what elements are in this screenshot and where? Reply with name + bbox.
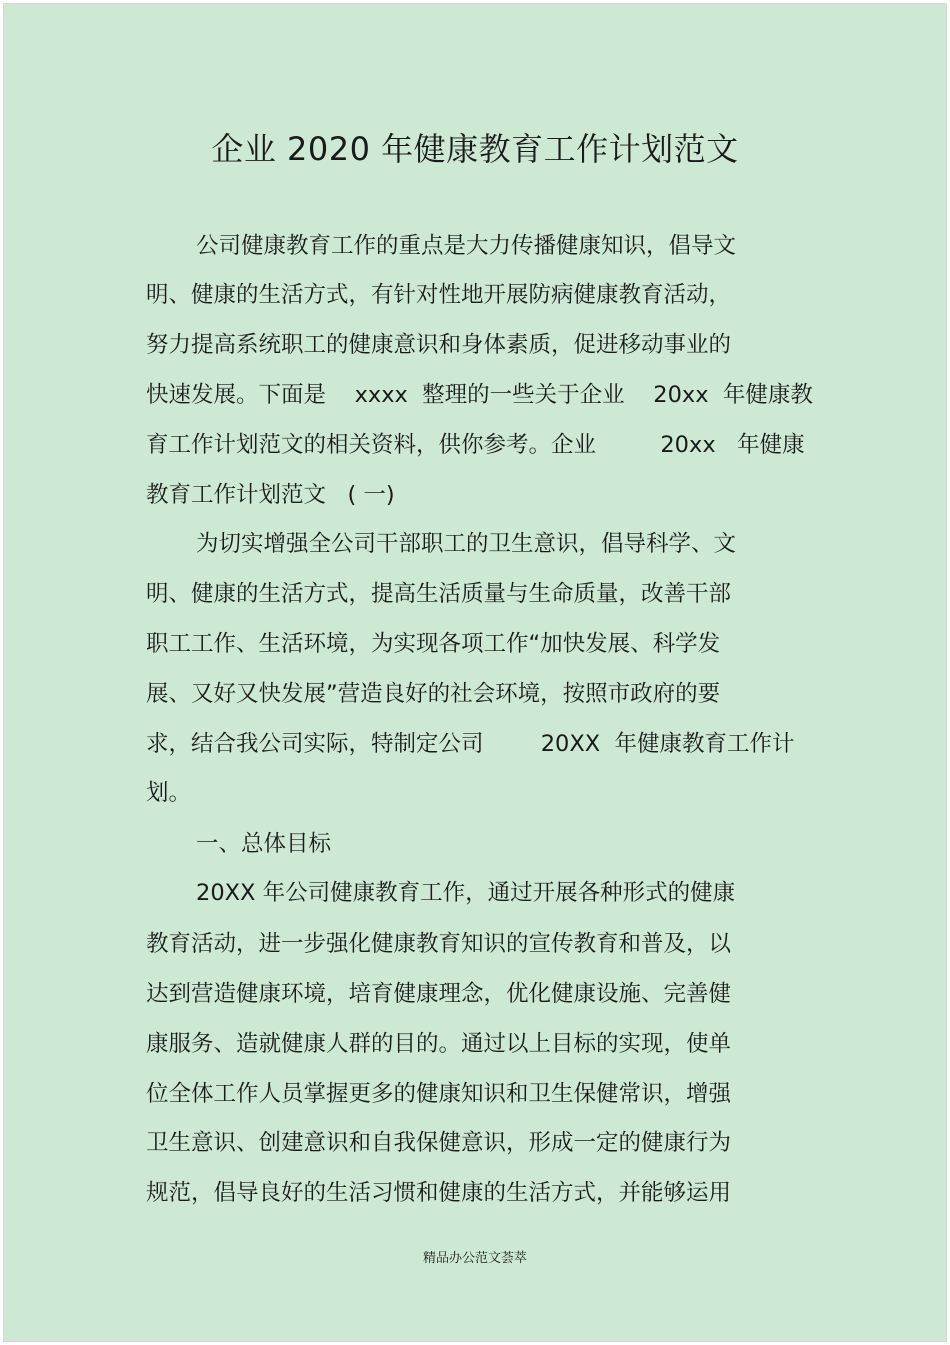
paragraph-line: 明、健康的生活方式，提高生活质量与生命质量，改善干部 xyxy=(146,581,732,607)
section-heading: 一、总体目标 xyxy=(196,831,332,857)
paragraph-line: 求，结合我公司实际，特制定公司 20XX 年健康教育工作计 xyxy=(146,731,795,757)
paragraph-line: 规范，倡导良好的生活习惯和健康的生活方式，并能够运用 xyxy=(146,1180,732,1206)
paragraph-line: 康服务、造就健康人群的目的。通过以上目标的实现，使单 xyxy=(146,1031,732,1057)
document-page xyxy=(3,3,947,1342)
paragraph-line: 努力提高系统职工的健康意识和身体素质，促进移动事业的 xyxy=(146,332,732,358)
paragraph-line: 教育工作计划范文 ( 一) xyxy=(146,482,395,508)
paragraph-line: 达到营造健康环境，培育健康理念，优化健康设施、完善健 xyxy=(146,981,732,1007)
paragraph-line: 划。 xyxy=(146,780,192,806)
paragraph-line: 为切实增强全公司干部职工的卫生意识，倡导科学、文 xyxy=(196,531,737,557)
paragraph-line: 卫生意识、创建意识和自我保健意识，形成一定的健康行为 xyxy=(146,1130,732,1156)
paragraph-line: 快速发展。下面是 xxxx 整理的一些关于企业 20xx 年健康教 xyxy=(146,382,813,408)
paragraph-line: 育工作计划范文的相关资料，供你参考。企业 20xx 年健康 xyxy=(146,432,805,458)
document-title: 企业 2020 年健康教育工作计划范文 xyxy=(211,130,739,168)
paragraph-line: 位全体工作人员掌握更多的健康知识和卫生保健常识，增强 xyxy=(146,1081,732,1107)
paragraph-line: 展、又好又快发展”营造良好的社会环境，按照市政府的要 xyxy=(146,681,721,707)
page-footer: 精品办公范文荟萃 xyxy=(422,1251,527,1266)
paragraph-line: 教育活动，进一步强化健康教育知识的宣传教育和普及，以 xyxy=(146,931,732,957)
paragraph-line: 公司健康教育工作的重点是大力传播健康知识，倡导文 xyxy=(196,233,737,259)
paragraph-line: 20XX 年公司健康教育工作，通过开展各种形式的健康 xyxy=(196,880,736,906)
paragraph-line: 职工工作、生活环境，为实现各项工作“加快发展、科学发 xyxy=(146,631,721,657)
paragraph-line: 明、健康的生活方式，有针对性地开展防病健康教育活动， xyxy=(146,282,732,308)
